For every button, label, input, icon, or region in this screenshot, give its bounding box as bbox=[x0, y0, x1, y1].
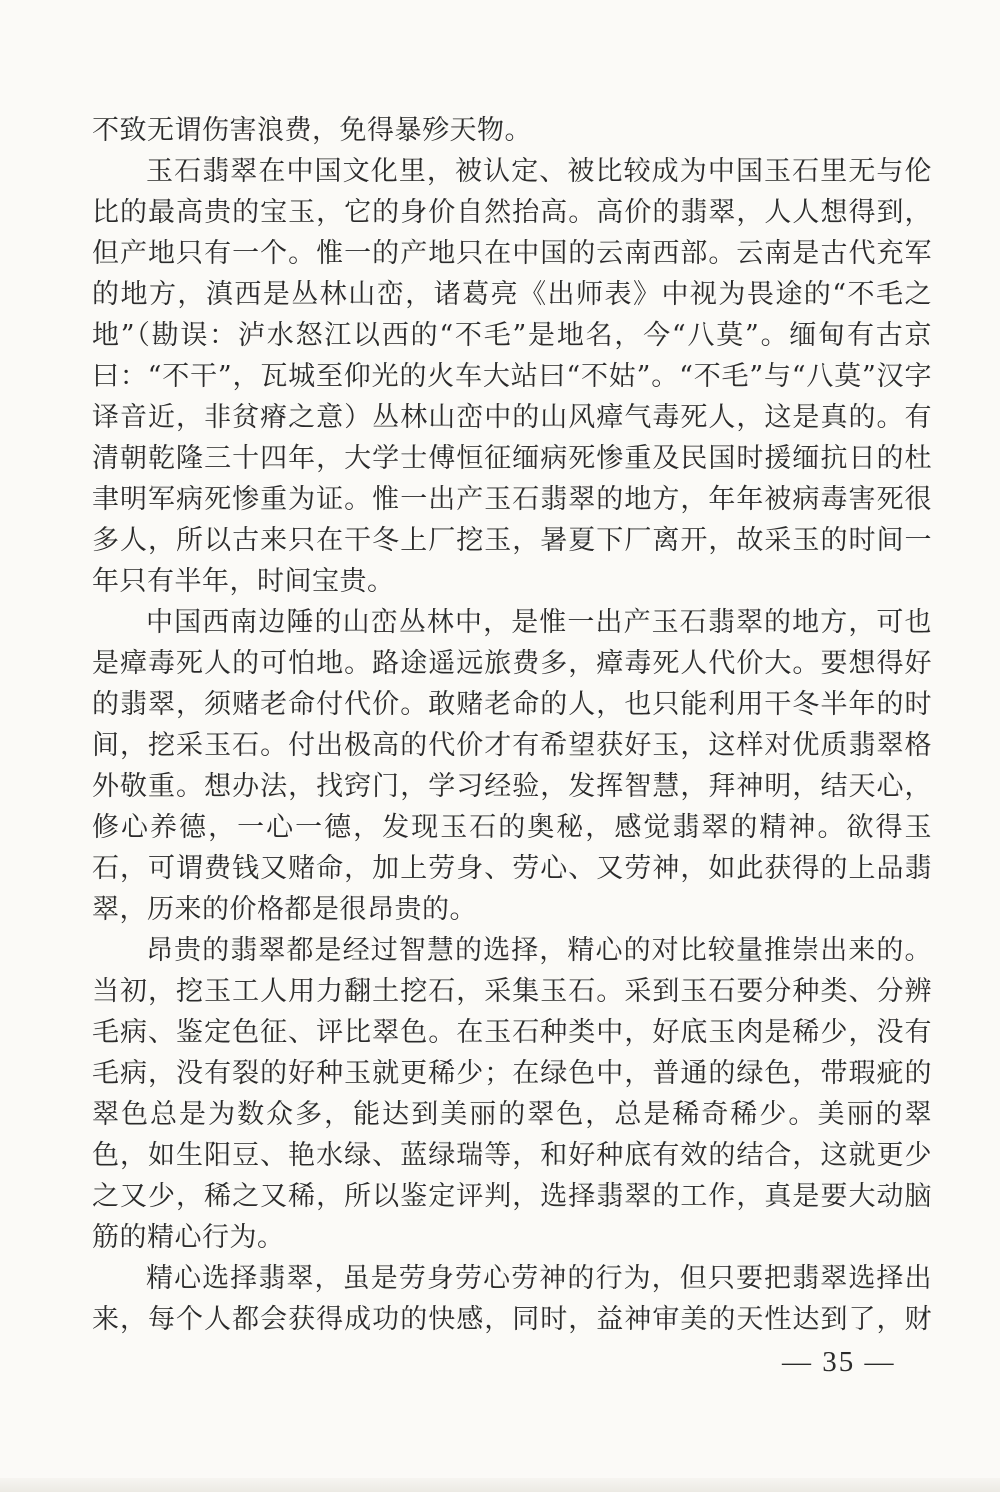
paragraph-3: 中国西南边陲的山峦丛林中，是惟一出产玉石翡翠的地方，可也是瘴毒死人的可怕地。路途遥远旅费多，瘴毒死人代价大。要想得好的翡翠，须赌老命付代价。敢赌老命的人，也只能利用干冬半年的时间，挖采玉石。付出极高的代价才有希望获好玉，这样对优质翡翠格外敬重。想办法，找窍门，学习经验，发挥智慧，拜神明，结天心，修心养德，一心一德，发现玉石的奥秘，感觉翡翠的精神。欲得玉石，可谓费钱又赌命，加上劳身、劳心、又劳神，如此获得的上品翡翠，历来的价格都是很昂贵的。 bbox=[92, 607, 932, 925]
paragraph-2: 玉石翡翠在中国文化里，被认定、被比较成为中国玉石里无与伦比的最高贵的宝玉，它的身价自然抬高。高价的翡翠，人人想得到，但产地只有一个。惟一的产地只在中国的云南西部。云南是古代充军的地方，滇西是丛林山峦，诸葛亮《出师表》中视为畏途的“不毛之地”（勘误：泸水怒江以西的“不毛”是地名，今“八莫”。缅甸有古京曰：“不干”，瓦城至仰光的火车大站曰“不姑”。“不毛”与“八莫”汉字译音近，非贫瘠之意）丛林山峦中的山风瘴气毒死人，这是真的。有清朝乾隆三十四年，大学士傅恒征缅病死惨重及民国时援缅抗日的杜聿明军病死惨重为证。惟一出产玉石翡翠的地方，年年被病毒害死很多人，所以古来只在干冬上厂挖玉，暑夏下厂离开，故采玉的时间一年只有半年，时间宝贵。 bbox=[92, 156, 932, 597]
paragraph-4: 昂贵的翡翠都是经过智慧的选择，精心的对比较量推崇出来的。当初，挖玉工人用力翻土挖石，采集玉石。采到玉石要分种类、分辨毛病、鉴定色征、评比翠色。在玉石种类中，好底玉肉是稀少，没有毛病，没有裂的好种玉就更稀少；在绿色中，普通的绿色，带瑕疵的翠色总是为数众多，能达到美丽的翠色，总是稀奇稀少。美丽的翠色，如生阳豆、艳水绿、蓝绿瑞等，和好种底有效的结合，这就更少之又少，稀之又稀，所以鉴定评判，选择翡翠的工作，真是要大动脑筋的精心行为。 bbox=[92, 935, 932, 1253]
scan-edge bbox=[0, 1478, 1000, 1492]
paragraph-5: 精心选择翡翠，虽是劳身劳心劳神的行为，但只要把翡翠选择出来，每个人都会获得成功的快感，同时，益神审美的天性达到了，财 bbox=[92, 1263, 932, 1335]
page-number: — 35 — bbox=[782, 1346, 896, 1378]
body-text bbox=[92, 110, 932, 1340]
paragraph-1: 不致无谓伤害浪费，免得暴殄天物。 bbox=[92, 115, 532, 146]
